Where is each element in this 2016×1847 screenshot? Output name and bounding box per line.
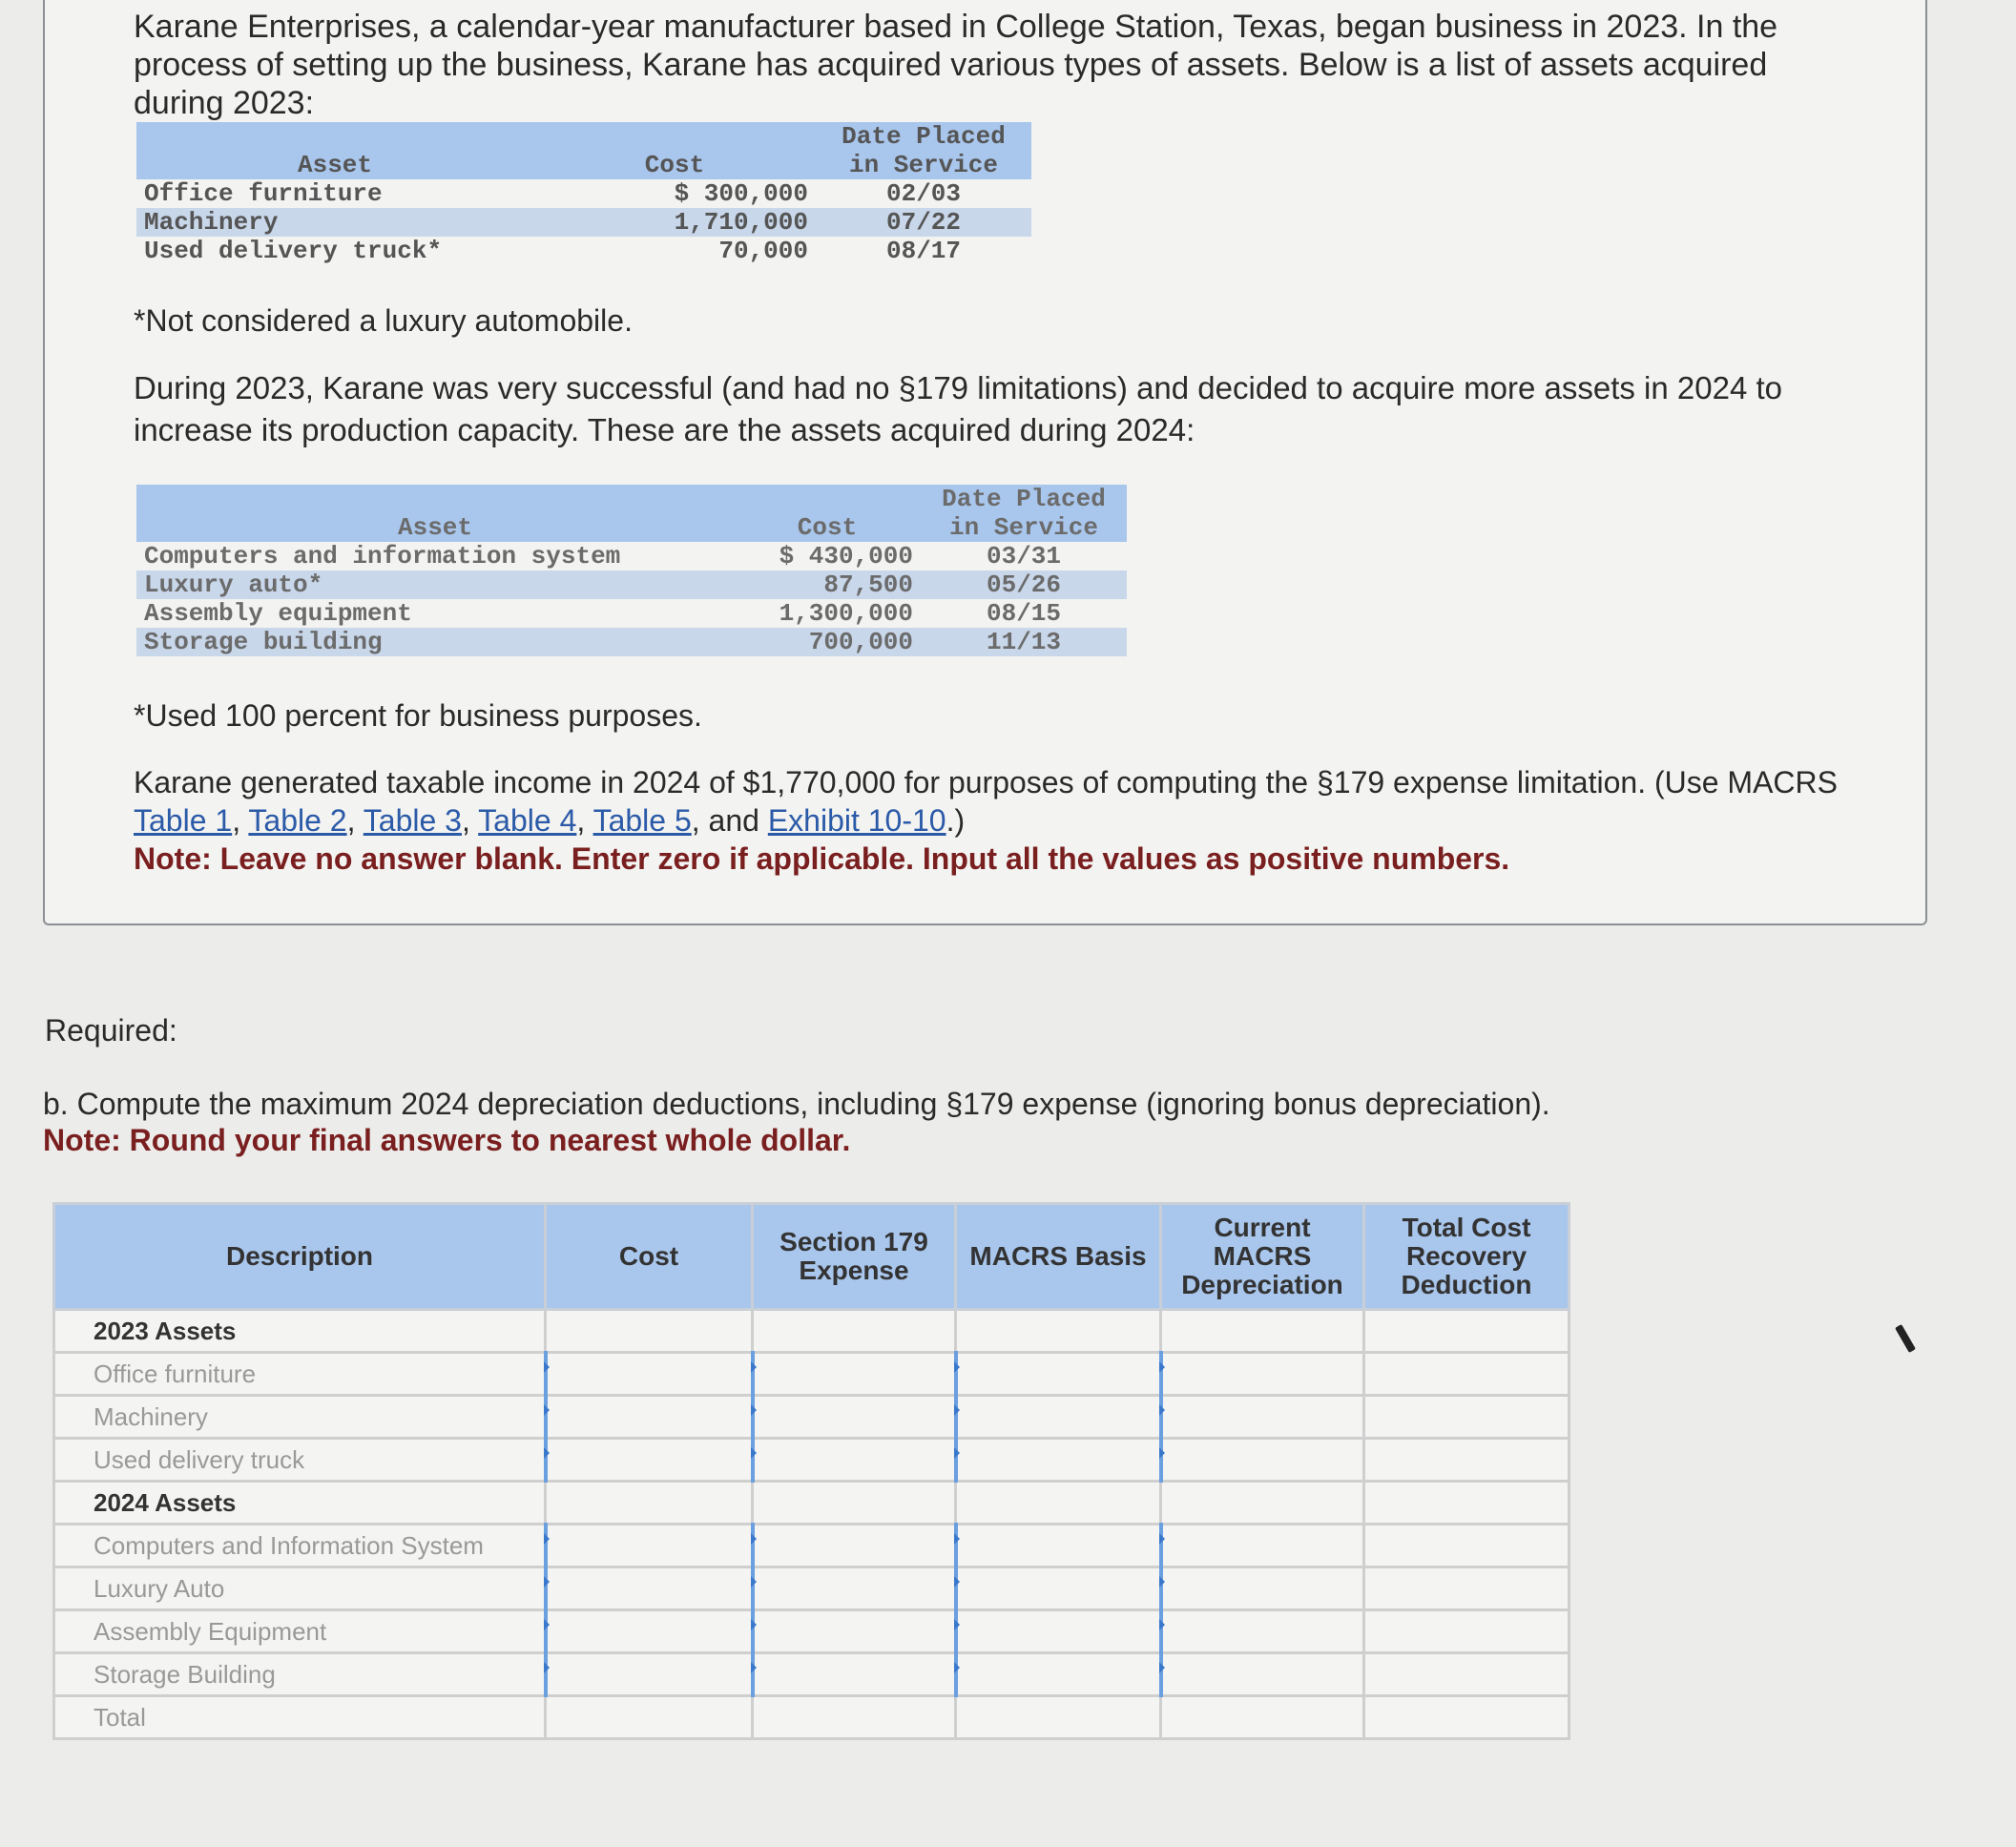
taxable-income-paragraph: Karane generated taxable income in 2024 of $1,770,000 for purposes of computing the §179 expense limitation. (Use MACRS Table 1, Table 2, Table 3, Table 4, Table 5, and Exhibit 10-10.) Note: Leave no answer blank. Enter zero if applicable. Input all the values as positive numbers. — [134, 765, 1838, 876]
link-exhibit[interactable]: Exhibit 10-10 — [767, 803, 946, 838]
input-section-179[interactable] — [753, 1653, 956, 1696]
input-current-macrs[interactable] — [1161, 1610, 1364, 1653]
col-date: Date Placed in Service — [921, 485, 1127, 542]
computed-total — [1364, 1396, 1569, 1439]
input-macrs-basis[interactable] — [956, 1396, 1161, 1439]
assets-2023-table — [136, 122, 1031, 265]
col-asset: Asset — [136, 122, 533, 179]
input-current-macrs[interactable] — [1161, 1439, 1364, 1482]
required-label: Required: — [45, 1013, 177, 1048]
input-macrs-basis[interactable] — [956, 1567, 1161, 1610]
instruction-note: Note: Leave no answer blank. Enter zero if applicable. Input all the values as positive numbers. — [134, 841, 1510, 876]
link-table-4[interactable]: Table 4 — [478, 803, 577, 838]
computed-total — [1364, 1439, 1569, 1482]
table-row: Computers and information system $ 430,000 03/31 — [136, 542, 1127, 571]
input-section-179[interactable] — [753, 1525, 956, 1567]
link-table-2[interactable]: Table 2 — [248, 803, 347, 838]
footnote-business-use: *Used 100 percent for business purposes. — [134, 698, 702, 733]
col-cost: Cost — [533, 122, 816, 179]
table-row: Used delivery truck* 70,000 08/17 — [136, 237, 1031, 265]
input-current-macrs[interactable] — [1161, 1525, 1364, 1567]
input-cost[interactable] — [546, 1353, 753, 1396]
header-description: Description — [54, 1204, 546, 1310]
input-macrs-basis[interactable] — [956, 1439, 1161, 1482]
input-section-179[interactable] — [753, 1396, 956, 1439]
link-table-5[interactable]: Table 5 — [592, 803, 692, 838]
header-section-179: Section 179 Expense — [753, 1204, 956, 1310]
assets-2024-table — [136, 485, 1127, 656]
input-current-macrs[interactable] — [1161, 1567, 1364, 1610]
computed-total — [1364, 1610, 1569, 1653]
computed-total — [1364, 1353, 1569, 1396]
table-row: Storage building 700,000 11/13 — [136, 628, 1127, 656]
table-row: Machinery — [54, 1396, 1569, 1439]
table-row: Luxury auto* 87,500 05/26 — [136, 571, 1127, 599]
input-macrs-basis[interactable] — [956, 1353, 1161, 1396]
input-cost[interactable] — [546, 1525, 753, 1567]
intro-text: Karane Enterprises, a calendar-year manufacturer based in College Station, Texas, began business in 2023. In the process of setting up the business, Karane has acquired various types of assets. Below is a list of assets acquired during 2023: — [134, 9, 1778, 121]
computed-total — [1364, 1653, 1569, 1696]
link-table-3[interactable]: Table 3 — [363, 803, 462, 838]
header-cost: Cost — [546, 1204, 753, 1310]
input-cost[interactable] — [546, 1567, 753, 1610]
rounding-note: Note: Round your final answers to nearest whole dollar. — [43, 1123, 851, 1157]
part-b-question: b. Compute the maximum 2024 depreciation deductions, including §179 expense (ignoring bonus depreciation). Note: Round your final answers to nearest whole dollar. — [43, 1087, 1550, 1157]
paragraph-2024: During 2023, Karane was very successful (and had no §179 limitations) and decided to acquire more assets in 2024 to increase its production capacity. These are the assets acquired during 2024: — [134, 370, 1783, 447]
input-section-179[interactable] — [753, 1567, 956, 1610]
table-row: Storage Building — [54, 1653, 1569, 1696]
table-row: Assembly Equipment — [54, 1610, 1569, 1653]
header-total-cost-recovery: Total Cost Recovery Deduction — [1364, 1204, 1569, 1310]
table-row: Machinery 1,710,000 07/22 — [136, 208, 1031, 237]
answer-table — [52, 1202, 1570, 1740]
table-row: Used delivery truck — [54, 1439, 1569, 1482]
table-row: Luxury Auto — [54, 1567, 1569, 1610]
input-cost[interactable] — [546, 1439, 753, 1482]
group-row-2024: 2024 Assets — [54, 1482, 1569, 1525]
header-current-macrs: Current MACRS Depreciation — [1161, 1204, 1364, 1310]
computed-total — [1364, 1567, 1569, 1610]
table-row: Office furniture — [54, 1353, 1569, 1396]
group-row-2023: 2023 Assets — [54, 1310, 1569, 1353]
input-macrs-basis[interactable] — [956, 1653, 1161, 1696]
input-current-macrs[interactable] — [1161, 1353, 1364, 1396]
col-cost: Cost — [734, 485, 921, 542]
header-macrs-basis: MACRS Basis — [956, 1204, 1161, 1310]
input-section-179[interactable] — [753, 1439, 956, 1482]
input-section-179[interactable] — [753, 1353, 956, 1396]
total-row: Total — [54, 1696, 1569, 1739]
computed-total — [1364, 1525, 1569, 1567]
table-row: Assembly equipment 1,300,000 08/15 — [136, 599, 1127, 628]
input-cost[interactable] — [546, 1653, 753, 1696]
input-macrs-basis[interactable] — [956, 1525, 1161, 1567]
table-row: Office furniture $ 300,000 02/03 — [136, 179, 1031, 208]
mouse-cursor-icon — [1895, 1324, 1916, 1353]
footnote-luxury: *Not considered a luxury automobile. — [134, 303, 633, 338]
input-cost[interactable] — [546, 1396, 753, 1439]
input-macrs-basis[interactable] — [956, 1610, 1161, 1653]
table-row: Computers and Information System — [54, 1525, 1569, 1567]
col-asset: Asset — [136, 485, 734, 542]
col-date: Date Placed in Service — [816, 122, 1031, 179]
input-current-macrs[interactable] — [1161, 1653, 1364, 1696]
input-current-macrs[interactable] — [1161, 1396, 1364, 1439]
input-cost[interactable] — [546, 1610, 753, 1653]
link-table-1[interactable]: Table 1 — [134, 803, 233, 838]
input-section-179[interactable] — [753, 1610, 956, 1653]
